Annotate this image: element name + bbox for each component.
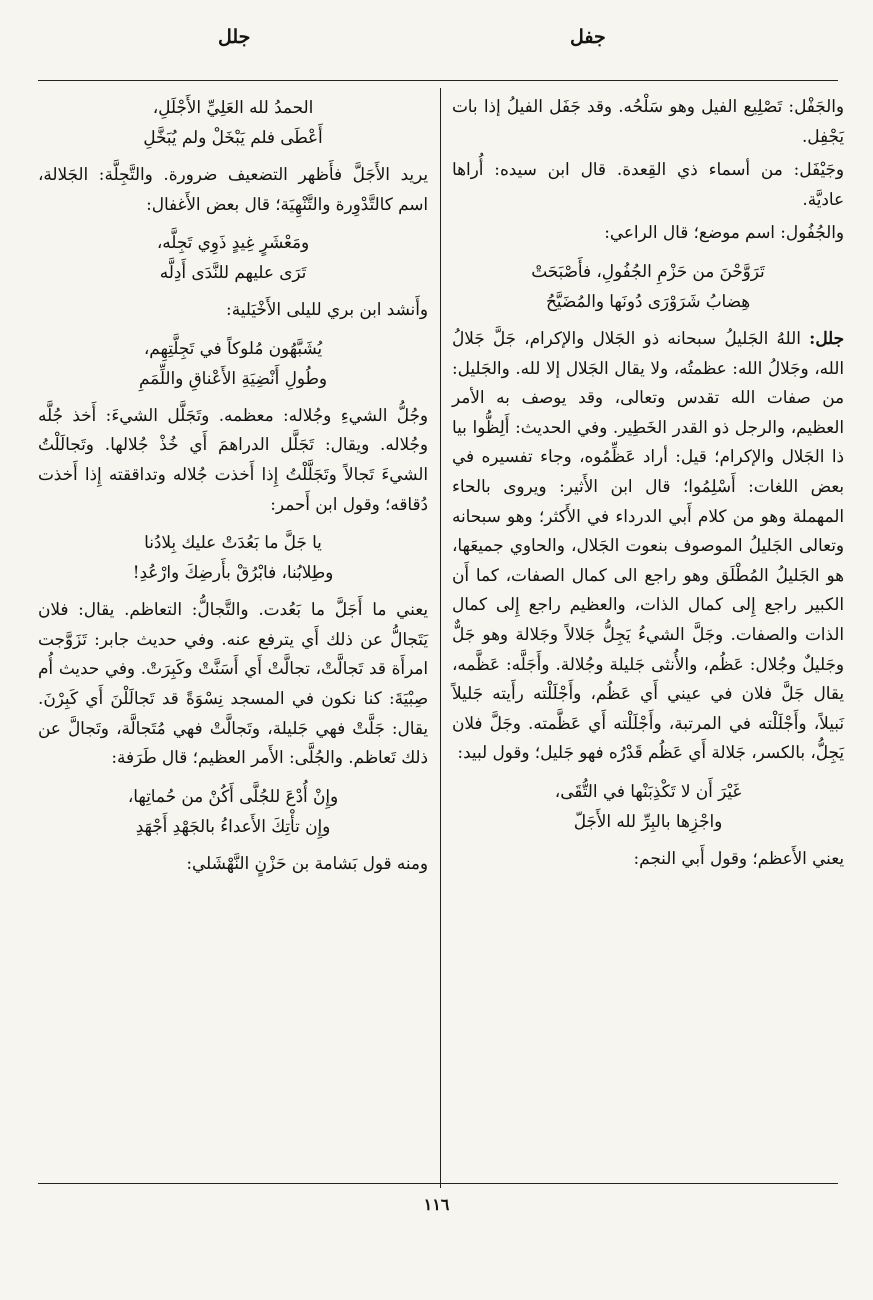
poem [38,92,428,152]
paragraph: ومنه قول بَشامة بن حَزْنٍ النَّهْشَلي: [186,852,428,873]
poem-line: وإِن تأْتِكَ الأَعداءُ بالجَهْدِ أَجْهَدِ [135,815,331,836]
paragraph: وجَيْفَل: من أسماء ذي القِعدة. قال ابن سيده: أُراها عاديَّة. [452,159,844,209]
paragraph: وأَنشد ابن بري لليلى الأَخْيَلية: [226,299,428,320]
paragraph: والجُفُول: اسم موضع؛ قال الراعي: [604,222,844,243]
left-column [38,92,428,882]
poem [38,333,428,393]
entry [452,324,844,768]
paragraph: يريد الأَجَلَّ فأَظهر التضعيف ضرورة. والتَّجِلَّة: الجَلالة، اسم كالتَّدْوِرة والتَّنْهِيَة؛ قال بعض الأَغفال: [38,164,428,214]
poem-line: ومَعْشَرٍ غِيدٍ ذَوِي تَجِلَّه، [156,232,310,253]
top-rule [38,80,838,81]
poem [452,776,844,836]
right-column [452,92,844,877]
poem [38,527,428,587]
bottom-rule [38,1183,838,1184]
poem [38,781,428,841]
poem-line: يُشَبَّهُون مُلوكاً في تَجِلَّتِهِم، [143,337,323,358]
entry-head: جلل: [809,327,844,348]
poem [38,227,428,287]
running-head-right: جفل [570,26,606,48]
poem-line: تَرَى عليهم للنَّدَى أَدِلَّه [159,262,307,283]
column-divider [440,88,441,1188]
page-number: ١١٦ [423,1195,450,1214]
paragraph: يعني الأَعظم؛ وقول أَبي النجم: [633,847,844,868]
poem-line: وطُولِ أَنْضِيَةِ الأَعْناقِ واللِّمَمِ [138,367,328,388]
poem-line: الحمدُ لله العَلِيِّ الأَجْلَلِ، [152,97,314,117]
running-head-left: جلل [218,26,251,48]
paragraph: وجُلُّ الشيءِ وجُلاله: معظمه. وتَجَلَّل الشيءَ: أَخذ جُلَّه وجُلاله. ويقال: تَجَلَّل الدراهمَ أَي خُذْ جُلالها. وتَجالَلْتُ الشيءَ تَجالاً وتَجَلَّلْتُ إِذا أَخذت جُلاله وتداققته إِذا أَخذت دُقاقه؛ وقول ابن أَحمر: [38,404,428,514]
poem-line: هِضابُ شَرَوْرَى دُونَها والمُضَيَّحُ [545,290,751,311]
poem-line: وطِلابُنا، فابْرُقْ بأَرضِكَ وارْعُدِ! [132,562,334,583]
poem-line: واجْزِها بالبِرِّ لله الأَجَلّ [573,810,723,831]
poem-line: وإِنْ أُدْعَ للجُلَّى أَكُنْ من حُماتِها، [127,785,339,806]
poem-line: يا جَلَّ ما بَعُدَتْ عليك بِلادُنا [144,532,322,553]
paragraph: والجَفْل: تَصْلِيع الفيل وهو سَلْحُه. وقد جَفَل الفيلُ إذا بات يَجْفِل. [452,96,844,146]
paragraph: يعني ما أَجَلَّ ما بَعُدت. والتَّجالُّ: التعاظم. يقال: فلان يَتَجالُّ عن ذلك أَي يترفع عنه. وفي حديث جابر: تَزَوَّجت امرأَة قد تَجالَّتْ، تجالَّتْ أَي أَسَنَّتْ وكَبِرَتْ. وفي حديث أُم صِبْيَةَ: كنا نكون في المسجد نِسْوَةً قد تَجالَلْنَ أَي كَبِرْنَ. يقال: جَلَّتْ فهي جَليلة، وتَجالَّتْ فهي مُتَجالَّة، وتَجالَّ عن ذلك تَعاظم. والجُلَّى: الأَمر العظيم؛ قال طَرَفة: [38,599,428,768]
poem-line: غَيْرَ أَن لا تَكْذِبَنْها في التُّقَى، [554,780,742,801]
poem [452,256,844,316]
poem-line: أَعْطَى فلم يَبْخَلْ ولم يُبَخَّلِ [143,127,323,147]
entry-text: اللهُ الجَليلُ سبحانه ذو الجَلال والإكرام، جَلَّ جَلالُ الله، وجَلالُ الله: عظمتُه، ولا يقال الجَلال إلا لله. والجَليل: من صفات الله تقدس وتعالى، وقد يوصف به الأمر العظيم، والرجل ذو القدر الخَطِير. وفي الحديث: أَلِظُّوا بيا ذا الجَلال والإكرام؛ قيل: أراد عَظِّمُوه، وجاء تفسيره في بعض اللغات: أَسْلِمُوا؛ قال ابن الأَثير: ويروى بالحاء المهملة وهو من كلام أَبي الدرداء في الأَكثر؛ وهو سبحانه وتعالى الجَليلُ الموصوف بنعوت الجَلال، والحاوي جميعَها، هو الجَليلُ المُطْلَق وهو راجع الى كمال الصفات، كما أَن الكبير راجع إِلى كمال الذات، والعظيم راجع إِلى كمال الذات والصفات. وجَلَّ الشيءُ يَجِلُّ جَلالاً وجَلالة وهو جَلٌّ وجَليلٌ وجُلال: عَظُم، والأُنثى جَليلة وجُلالة. وأَجَلَّه: عَظَّمه، يقال جَلَّ فلان في عيني أَي عَظُم، وأَجْلَلْته رأَيته جَليلاً نَبيلاً، وأَجْلَلْته في المرتبة، وأَجْلَلْته أَي عَظَّمته. وجَلَّ فلان يَجِلُّ، بالكسر، جَلالة أَي عَظُم قَدْرُه فهو جَليل؛ وقول لبيد: [452,327,844,763]
poem-line: تَرَوَّحْنَ من حَزْمِ الجُفُولِ، فأَصْبَحَتْ [531,260,765,281]
